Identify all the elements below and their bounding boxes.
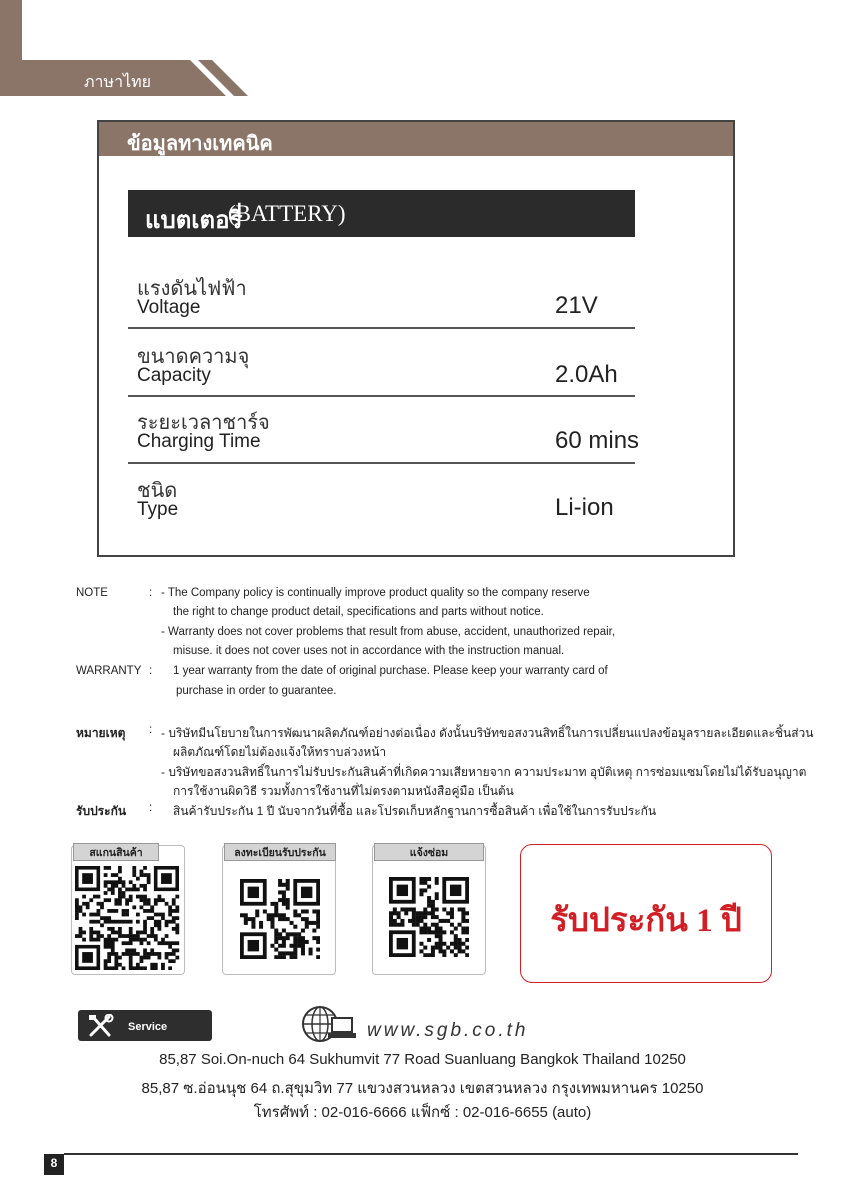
- note-en-line-4: misuse. it does not cover uses not in accordance with the instruction manual.: [173, 645, 565, 657]
- note-th-line-4: การใช้งานผิดวิธี รวมทั้งการใช้งานที่ไม่ตรงตามหนังสือคู่มือ เป็นต้น: [173, 784, 514, 798]
- spec-panel: [97, 120, 735, 557]
- note-th-line-1: - บริษัทมีนโยบายในการพัฒนาผลิตภัณฑ์อย่างต่อเนื่อง ดังนั้นบริษัทขอสงวนสิทธิ์ในการเปลี่ยนแปลงข้อมูลรายละเอียดและชิ้นส่วน: [161, 726, 814, 740]
- voltage-label-en: Voltage: [137, 297, 201, 318]
- voltage-label-th: แรงดันไฟฟ้า: [137, 278, 247, 300]
- warranty-label-th: รับประกัน: [76, 804, 127, 818]
- qr-label-repair: แจ้งซ่อม: [374, 843, 484, 861]
- capacity-label-th: ขนาดความจุ: [137, 346, 250, 368]
- service-label: Service: [128, 1021, 168, 1033]
- note-th-line-2: ผลิตภัณฑ์โดยไม่ต้องแจ้งให้ทราบล่วงหน้า: [173, 745, 387, 759]
- charging-time-label-th: ระยะเวลาชาร์จ: [137, 412, 270, 434]
- language-tab-label[interactable]: ภาษาไทย: [84, 74, 152, 91]
- row-divider: [128, 395, 635, 397]
- charging-time-value: 60 mins: [555, 427, 640, 454]
- row-divider: [128, 327, 635, 329]
- globe-computer-icon: [300, 1004, 360, 1044]
- spec-panel-title: ข้อมูลทางเทคนิค: [127, 133, 273, 155]
- capacity-value: 2.0Ah: [555, 361, 618, 388]
- note-colon: :: [149, 587, 153, 599]
- voltage-value: 21V: [555, 292, 598, 319]
- qr-label-register-warranty: ลงทะเบียนรับประกัน: [224, 843, 336, 861]
- battery-title-en: (BATTERY): [228, 201, 346, 226]
- note-en-line-3: - Warranty does not cover problems that result from abuse, accident, unauthorized repair,: [161, 626, 616, 638]
- warranty-colon: :: [149, 665, 153, 677]
- warranty-th-line-1: สินค้ารับประกัน 1 ปี นับจากวันที่ซื้อ และโปรดเก็บหลักฐานการซื้อสินค้า เพื่อใช้ในการรับประกัน: [173, 804, 657, 818]
- phone-fax: โทรศัพท์ : 02-016-6666 แฟ็กซ์ : 02-016-6655 (auto): [253, 1104, 592, 1121]
- note-en-line-1: - The Company policy is continually improve product quality so the company reserve: [161, 587, 590, 599]
- charging-time-label-en: Charging Time: [137, 431, 261, 452]
- bottom-rule: [64, 1153, 798, 1155]
- qr-code-register-warranty[interactable]: [240, 879, 320, 959]
- warranty-th-colon: :: [149, 802, 153, 814]
- warranty-label-en: WARRANTY: [76, 665, 142, 677]
- website-link[interactable]: www.sgb.co.th: [367, 1020, 529, 1041]
- page-number: 8: [50, 1156, 58, 1170]
- capacity-label-en: Capacity: [137, 365, 211, 386]
- type-label-en: Type: [137, 499, 179, 520]
- qr-code-repair[interactable]: [389, 877, 469, 957]
- warranty-en-line-1: 1 year warranty from the date of original purchase. Please keep your warranty card of: [173, 665, 608, 677]
- type-label-th: ชนิด: [137, 480, 178, 502]
- note-th-colon: :: [149, 724, 153, 736]
- battery-title-th: แบตเตอรี่: [145, 207, 243, 234]
- note-label-th: หมายเหตุ: [76, 726, 126, 740]
- qr-label-scan-product: สแกนสินค้า: [73, 843, 159, 861]
- note-en-line-2: the right to change product detail, specifications and parts without notice.: [173, 606, 544, 618]
- note-label-en: NOTE: [76, 587, 108, 599]
- type-value: Li-ion: [555, 494, 614, 521]
- warranty-badge-text: รับประกัน 1 ปี: [550, 903, 742, 939]
- address-en: 85,87 Soi.On-nuch 64 Sukhumvit 77 Road Suanluang Bangkok Thailand 10250: [159, 1051, 686, 1068]
- note-th-line-3: - บริษัทขอสงวนสิทธิ์ในการไม่รับประกันสินค้าที่เกิดความเสียหายจาก ความประมาท อุบัติเหตุ การซ่อมแซมโดยไม่ได้รับอนุญาต: [161, 765, 807, 779]
- warranty-en-line-2: purchase in order to guarantee.: [176, 685, 337, 697]
- row-divider: [128, 462, 635, 464]
- tools-icon: [88, 1014, 114, 1038]
- address-th: 85,87 ซ.อ่อนนุช 64 ถ.สุขุมวิท 77 แขวงสวนหลวง เขตสวนหลวง กรุงเทพมหานคร 10250: [141, 1080, 704, 1097]
- qr-code-scan-product[interactable]: [75, 866, 181, 970]
